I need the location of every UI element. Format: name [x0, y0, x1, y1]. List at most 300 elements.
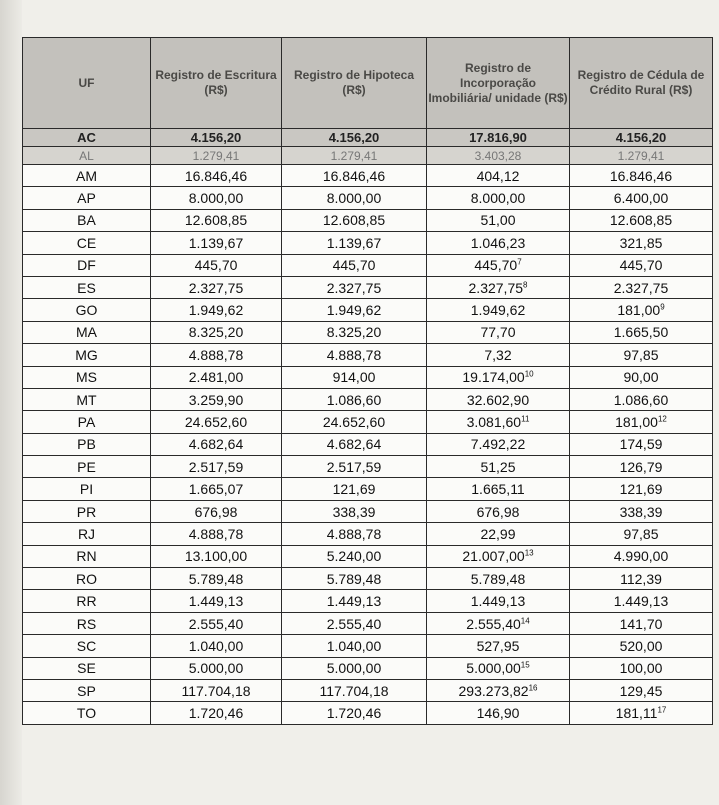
cell-hipoteca: [282, 568, 427, 590]
table-row: [23, 679, 713, 701]
cell-hipoteca: [282, 657, 427, 679]
cell-uf: [23, 165, 151, 187]
cell-escritura: [151, 478, 282, 500]
cell-value: 1.665,11: [471, 481, 525, 498]
cell-incorporacao: [427, 299, 570, 321]
cell-incorporacao: [427, 478, 570, 500]
cell-incorporacao: [427, 147, 570, 165]
cell-value: 16.846,46: [609, 167, 673, 184]
cell-incorporacao: [427, 276, 570, 298]
cell-escritura: [151, 388, 282, 410]
cell-incorporacao: [427, 411, 570, 433]
cell-value: 1.279,41: [192, 148, 240, 163]
cell-uf: [23, 388, 151, 410]
cell-escritura: [151, 276, 282, 298]
cell-incorporacao: [427, 344, 570, 366]
table-row: [23, 299, 713, 321]
cell-value: CE: [76, 234, 97, 251]
cell-value: PR: [76, 503, 97, 520]
cell-uf: [23, 276, 151, 298]
cell-value: 4.888,78: [188, 525, 244, 542]
cell-value: 1.086,60: [613, 391, 669, 408]
cell-value: 445,70: [474, 257, 518, 274]
cell-hipoteca: [282, 433, 427, 455]
cell-escritura: [151, 299, 282, 321]
cell-value: 12.608,85: [322, 212, 386, 229]
cell-incorporacao: [427, 232, 570, 254]
cell-value: 51,00: [480, 212, 516, 229]
cell-value: 2.327,75: [188, 279, 244, 296]
table-body: [23, 129, 713, 725]
cell-cedula: [570, 523, 713, 545]
cell-incorporacao: [427, 523, 570, 545]
cell-value: 527,95: [476, 637, 520, 654]
cell-value: 8.325,20: [188, 324, 244, 341]
cell-hipoteca: [282, 612, 427, 634]
cell-value: 4.682,64: [188, 436, 244, 453]
cell-value: 1.949,62: [470, 302, 526, 319]
cell-value: 32.602,90: [466, 391, 530, 408]
cell-cedula: [570, 500, 713, 522]
cell-value: 3.081,60: [466, 413, 522, 430]
cell-hipoteca: [282, 276, 427, 298]
cell-value: 8.000,00: [326, 190, 382, 207]
cell-escritura: [151, 612, 282, 634]
cell-value: 2.517,59: [326, 458, 382, 475]
cell-value: 338,39: [619, 503, 663, 520]
cell-incorporacao: [427, 679, 570, 701]
cell-value: 1.949,62: [326, 302, 382, 319]
cell-value: 181,00: [615, 413, 658, 430]
footnote-marker: 10: [524, 369, 534, 379]
cell-value: 4.888,78: [326, 346, 382, 363]
cell-value: 174,59: [619, 436, 663, 453]
cell-value: 1.720,46: [188, 705, 244, 722]
cell-value: 5.000,00: [466, 660, 521, 677]
cell-cedula: [570, 129, 713, 147]
cell-uf: [23, 500, 151, 522]
cell-value: 112,39: [620, 570, 662, 587]
cell-value: 1.086,60: [326, 391, 382, 408]
cell-hipoteca: [282, 500, 427, 522]
table-row: [23, 147, 713, 165]
cell-uf: [23, 478, 151, 500]
cell-cedula: [570, 165, 713, 187]
page-shadow-edge: [0, 0, 22, 805]
cell-value: 97,85: [623, 525, 659, 542]
cell-value: AM: [76, 167, 97, 184]
table-row: [23, 590, 713, 612]
header-incorporacao: Registro de Incorporação Imobiliária/ unidade (R$): [427, 38, 570, 129]
cell-value: 4.156,20: [190, 130, 242, 145]
cell-value: 2.555,40: [326, 615, 382, 632]
cell-uf: [23, 657, 151, 679]
table-row: [23, 500, 713, 522]
cell-value: ES: [77, 279, 96, 296]
table-row: [23, 568, 713, 590]
cell-value: 181,00: [617, 302, 661, 319]
footnote-marker: 12: [657, 414, 667, 424]
cell-value: 16.846,46: [184, 167, 248, 184]
cell-escritura: [151, 209, 282, 231]
cell-value: SP: [77, 682, 96, 699]
cell-uf: [23, 147, 151, 165]
cell-cedula: [570, 321, 713, 343]
cell-uf: [23, 590, 151, 612]
cell-cedula: [570, 590, 713, 612]
cell-escritura: [151, 702, 282, 724]
cell-uf: [23, 321, 151, 343]
footnote-marker: 17: [657, 705, 667, 715]
cell-incorporacao: [427, 254, 570, 276]
cell-uf: [23, 545, 151, 567]
cell-value: 1.449,13: [188, 593, 244, 610]
cell-value: MA: [76, 324, 97, 341]
cell-value: 5.000,00: [326, 660, 382, 677]
cell-escritura: [151, 344, 282, 366]
footnote-marker: 11: [521, 414, 530, 424]
cell-cedula: [570, 187, 713, 209]
cell-cedula: [570, 679, 713, 701]
cell-escritura: [151, 129, 282, 147]
cell-incorporacao: [427, 590, 570, 612]
cell-escritura: [151, 500, 282, 522]
cell-hipoteca: [282, 129, 427, 147]
footnote-marker: 15: [520, 660, 530, 670]
cell-value: 2.517,59: [188, 458, 244, 475]
cell-value: 126,79: [619, 458, 663, 475]
cell-value: 2.555,40: [466, 615, 521, 632]
cell-hipoteca: [282, 635, 427, 657]
cell-value: 293.273,82: [458, 682, 529, 699]
cell-escritura: [151, 568, 282, 590]
cell-value: 445,70: [194, 257, 238, 274]
cell-hipoteca: [282, 209, 427, 231]
cell-value: 5.789,48: [326, 570, 382, 587]
table-row: [23, 254, 713, 276]
cell-uf: [23, 254, 151, 276]
cell-value: 146,90: [476, 705, 520, 722]
cell-escritura: [151, 456, 282, 478]
cell-hipoteca: [282, 456, 427, 478]
cell-value: GO: [75, 302, 98, 319]
table-row: [23, 657, 713, 679]
cell-value: 5.789,48: [188, 570, 244, 587]
cell-value: 4.682,64: [326, 436, 382, 453]
cell-cedula: [570, 276, 713, 298]
cell-incorporacao: [427, 456, 570, 478]
cell-value: 16.846,46: [322, 167, 386, 184]
cell-escritura: [151, 254, 282, 276]
cell-value: 17.816,90: [469, 130, 527, 145]
cell-cedula: [570, 456, 713, 478]
cell-escritura: [151, 433, 282, 455]
cell-value: 24.652,60: [184, 413, 248, 430]
cell-value: RN: [76, 548, 97, 565]
cell-value: 2.555,40: [188, 615, 244, 632]
table-row: [23, 321, 713, 343]
table-row: [23, 129, 713, 147]
cell-value: 445,70: [332, 257, 376, 274]
cell-value: 3.403,28: [474, 148, 522, 163]
footnote-marker: 9: [660, 302, 665, 312]
header-uf: UF: [23, 38, 151, 129]
cell-escritura: [151, 657, 282, 679]
cell-value: 1.040,00: [188, 637, 244, 654]
cell-value: MS: [76, 369, 97, 386]
table-row: [23, 523, 713, 545]
cell-cedula: [570, 388, 713, 410]
cell-uf: [23, 129, 151, 147]
table-row: [23, 209, 713, 231]
cell-value: 12.608,85: [609, 212, 673, 229]
cell-uf: [23, 299, 151, 321]
cell-value: PB: [77, 436, 96, 453]
table-row: [23, 232, 713, 254]
cell-value: 77,70: [480, 324, 516, 341]
cell-value: 8.325,20: [326, 324, 382, 341]
table-row: [23, 388, 713, 410]
cell-value: 12.608,85: [184, 212, 248, 229]
cell-value: 8.000,00: [470, 190, 526, 207]
cell-value: 6.400,00: [613, 190, 669, 207]
cell-value: DF: [77, 257, 96, 274]
cell-value: 520,00: [619, 637, 663, 654]
cell-value: AL: [79, 148, 94, 163]
cell-value: 321,85: [619, 234, 663, 251]
cell-escritura: [151, 679, 282, 701]
footnote-marker: 14: [520, 615, 530, 625]
cell-escritura: [151, 147, 282, 165]
cell-hipoteca: [282, 147, 427, 165]
cell-uf: [23, 344, 151, 366]
table-row: [23, 456, 713, 478]
cell-value: RJ: [77, 525, 96, 542]
table-row: [23, 635, 713, 657]
table-row: [23, 344, 713, 366]
cell-uf: [23, 612, 151, 634]
cell-value: 2.327,75: [468, 279, 524, 296]
cell-value: 2.327,75: [326, 279, 382, 296]
cell-uf: [23, 433, 151, 455]
cell-incorporacao: [427, 545, 570, 567]
cell-cedula: [570, 568, 713, 590]
table-row: [23, 366, 713, 388]
cell-value: 1.949,62: [188, 302, 244, 319]
cell-incorporacao: [427, 612, 570, 634]
cell-uf: [23, 679, 151, 701]
cell-value: RR: [76, 593, 97, 610]
cell-cedula: [570, 411, 713, 433]
table-header: [23, 38, 713, 129]
cell-cedula: [570, 366, 713, 388]
cell-uf: [23, 366, 151, 388]
cell-escritura: [151, 635, 282, 657]
cell-hipoteca: [282, 545, 427, 567]
cell-value: SC: [76, 637, 97, 654]
cell-value: 5.240,00: [326, 548, 382, 565]
table-row: [23, 433, 713, 455]
cell-cedula: [570, 657, 713, 679]
cell-incorporacao: [427, 568, 570, 590]
cell-incorporacao: [427, 366, 570, 388]
cell-incorporacao: [427, 433, 570, 455]
cell-hipoteca: [282, 702, 427, 724]
footnote-marker: 7: [517, 257, 522, 267]
cell-value: 129,45: [619, 682, 663, 699]
cell-value: 121,69: [332, 481, 376, 498]
cell-incorporacao: [427, 129, 570, 147]
cell-uf: [23, 635, 151, 657]
cell-value: 1.720,46: [326, 705, 382, 722]
cell-value: 4.990,00: [613, 548, 669, 565]
cell-cedula: [570, 433, 713, 455]
cell-value: 7.492,22: [470, 436, 526, 453]
cell-cedula: [570, 299, 713, 321]
cell-uf: [23, 568, 151, 590]
cell-hipoteca: [282, 232, 427, 254]
table-row: [23, 478, 713, 500]
cell-value: PA: [77, 413, 96, 430]
cell-hipoteca: [282, 679, 427, 701]
cell-value: 1.139,67: [326, 234, 382, 251]
cell-escritura: [151, 321, 282, 343]
cell-value: 1.040,00: [326, 637, 382, 654]
cell-cedula: [570, 344, 713, 366]
cell-value: 1.449,13: [470, 593, 526, 610]
footnote-marker: 8: [523, 279, 528, 289]
cell-value: AC: [77, 130, 96, 145]
cell-hipoteca: [282, 411, 427, 433]
cell-value: 7,32: [484, 346, 512, 363]
cell-hipoteca: [282, 321, 427, 343]
cell-value: 1.279,41: [617, 148, 665, 163]
cell-value: AP: [77, 190, 96, 207]
cell-cedula: [570, 147, 713, 165]
cell-escritura: [151, 366, 282, 388]
cell-value: 1.046,23: [470, 234, 526, 251]
cell-value: 2.327,75: [613, 279, 669, 296]
cell-value: 4.888,78: [188, 346, 244, 363]
cell-cedula: [570, 209, 713, 231]
cell-value: 1.665,07: [188, 481, 244, 498]
cell-uf: [23, 232, 151, 254]
cell-uf: [23, 702, 151, 724]
cell-value: 404,12: [476, 167, 520, 184]
cell-escritura: [151, 411, 282, 433]
cell-escritura: [151, 523, 282, 545]
cell-uf: [23, 523, 151, 545]
table-row: [23, 187, 713, 209]
cell-value: PE: [77, 458, 96, 475]
cell-hipoteca: [282, 478, 427, 500]
cell-value: 90,00: [623, 369, 659, 386]
cell-value: 19.174,00: [462, 369, 525, 386]
cell-value: 338,39: [332, 503, 376, 520]
cell-cedula: [570, 478, 713, 500]
header-hipoteca: Registro de Hipoteca (R$): [282, 38, 427, 129]
cell-value: 2.481,00: [188, 369, 244, 386]
cell-value: MG: [75, 346, 98, 363]
cell-escritura: [151, 232, 282, 254]
cell-value: 1.279,41: [330, 148, 378, 163]
cell-value: 1.449,13: [326, 593, 382, 610]
cell-escritura: [151, 187, 282, 209]
cell-value: 141,70: [619, 615, 663, 632]
cell-value: MT: [76, 391, 97, 408]
cell-hipoteca: [282, 187, 427, 209]
cell-value: 676,98: [476, 503, 520, 520]
cell-value: RS: [76, 615, 97, 632]
cell-cedula: [570, 702, 713, 724]
cell-incorporacao: [427, 500, 570, 522]
cell-value: 8.000,00: [188, 190, 244, 207]
table-row: [23, 702, 713, 724]
cell-value: 21.007,00: [462, 548, 525, 565]
cell-value: 181,11: [615, 705, 658, 722]
cell-value: 5.789,48: [470, 570, 526, 587]
cell-value: 4.888,78: [326, 525, 382, 542]
registry-fees-table: [22, 37, 713, 725]
cell-uf: [23, 209, 151, 231]
cell-incorporacao: [427, 165, 570, 187]
cell-hipoteca: [282, 344, 427, 366]
header-cedula: Registro de Cédula de Crédito Rural (R$): [570, 38, 713, 129]
cell-value: 51,25: [480, 458, 516, 475]
cell-incorporacao: [427, 657, 570, 679]
cell-incorporacao: [427, 209, 570, 231]
cell-incorporacao: [427, 321, 570, 343]
cell-value: 4.156,20: [615, 130, 667, 145]
cell-incorporacao: [427, 187, 570, 209]
cell-incorporacao: [427, 702, 570, 724]
cell-hipoteca: [282, 254, 427, 276]
cell-value: 100,00: [619, 660, 663, 677]
cell-value: 117.704,18: [181, 682, 251, 699]
table-row: [23, 612, 713, 634]
cell-hipoteca: [282, 590, 427, 612]
cell-cedula: [570, 545, 713, 567]
cell-uf: [23, 411, 151, 433]
cell-uf: [23, 456, 151, 478]
cell-uf: [23, 187, 151, 209]
cell-cedula: [570, 254, 713, 276]
cell-value: 1.665,50: [613, 324, 669, 341]
cell-value: 1.449,13: [613, 593, 669, 610]
cell-value: BA: [77, 212, 96, 229]
cell-hipoteca: [282, 523, 427, 545]
cell-hipoteca: [282, 388, 427, 410]
cell-value: 13.100,00: [184, 548, 248, 565]
cell-value: 5.000,00: [188, 660, 244, 677]
cell-value: 914,00: [332, 369, 376, 386]
cell-hipoteca: [282, 165, 427, 187]
cell-escritura: [151, 545, 282, 567]
table-row: [23, 545, 713, 567]
table-row: [23, 276, 713, 298]
cell-cedula: [570, 232, 713, 254]
cell-value: 4.156,20: [328, 130, 380, 145]
header-escritura: Registro de Escritura (R$): [151, 38, 282, 129]
cell-incorporacao: [427, 388, 570, 410]
footnote-marker: 16: [528, 683, 538, 693]
cell-value: 3.259,90: [188, 391, 244, 408]
cell-value: PI: [79, 481, 94, 498]
cell-hipoteca: [282, 299, 427, 321]
cell-value: 121,69: [619, 481, 663, 498]
footnote-marker: 13: [524, 548, 534, 558]
cell-value: 117.704,18: [319, 682, 389, 699]
